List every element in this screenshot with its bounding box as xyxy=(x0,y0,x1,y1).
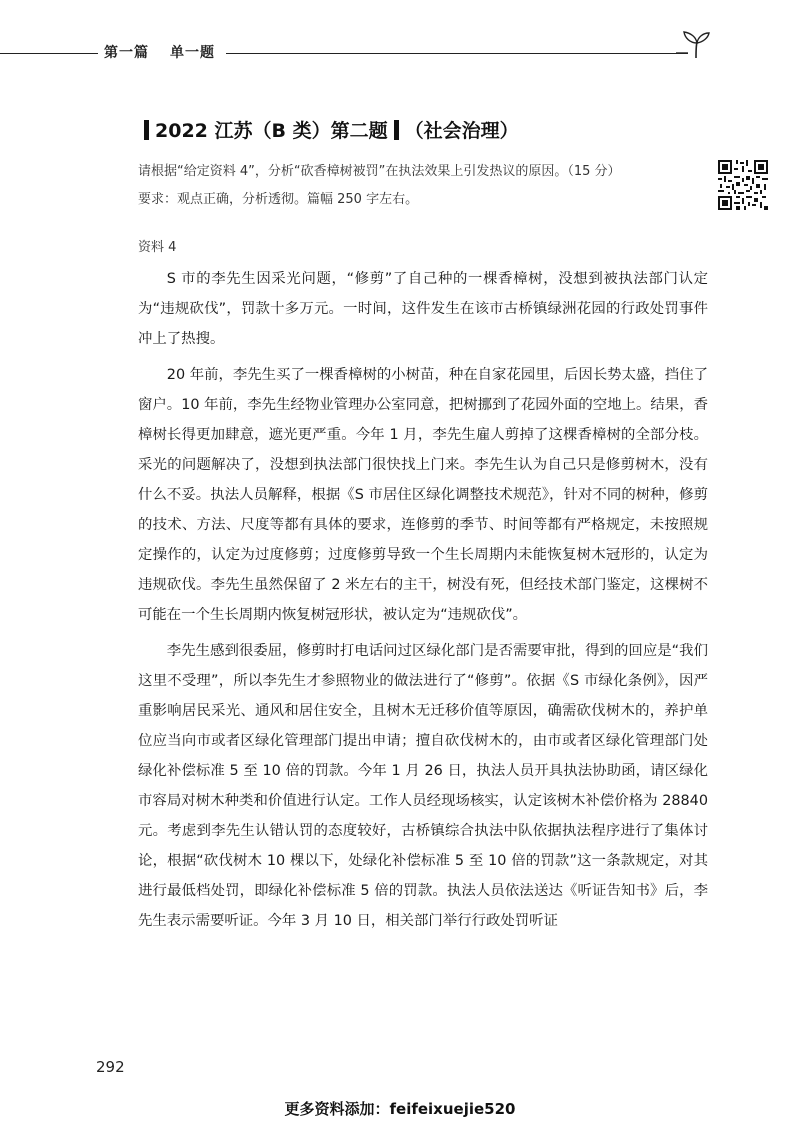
qr-code-icon[interactable] xyxy=(718,160,768,210)
section-title xyxy=(138,116,519,146)
material-label: 资料 4 xyxy=(138,240,177,255)
header-rule-right xyxy=(226,53,688,54)
title-bar-left xyxy=(144,120,149,140)
running-header xyxy=(0,38,800,68)
question-block xyxy=(138,158,708,214)
material-paragraph-1: S 市的李先生因采光问题，“修剪”了自己种的一棵香樟树，没想到被执法部门认定为“违规砍伐”，罚款十多万元。一时间，这件发生在该市古桥镇绿洲花园的行政处罚事件冲上了热搜。 xyxy=(138,271,708,347)
question-requirements: 要求：观点正确，分析透彻。篇幅 250 字左右。 xyxy=(138,192,419,207)
material-body xyxy=(138,264,708,942)
page-number: 292 xyxy=(96,1058,125,1076)
footer-contact-note: 更多资料添加：feifeixuejie520 xyxy=(284,1100,516,1118)
question-prompt: 请根据“给定资料 4”，分析“砍香樟树被罚”在执法效果上引发热议的原因。（15 分） xyxy=(138,164,621,179)
header-chapter-label: 单一题 xyxy=(170,45,215,61)
header-rule-left xyxy=(0,53,98,54)
sprout-icon xyxy=(676,30,716,60)
material-paragraph-3: 李先生感到很委屈，修剪时打电话问过区绿化部门是否需要审批，得到的回应是“我们这里不受理”，所以李先生才参照物业的做法进行了“修剪”。依据《S 市绿化条例》，因严重影响居民采光、通风和居住安全，且树木无迁移价值等原因，确需砍伐树木的，养护单位应当向市或者区绿化管理部门提出申请；擅自砍伐树木的，由市或者区绿化管理部门处绿化补偿标准 5 至 10 倍的罚款。今年 1 月 26 日，执法人员开具执法协助函，请区绿化市容局对树木种类和价值进行认定。工作人员经现场核实，认定该树木补偿价格为 28840 元。考虑到李先生认错认罚的态度较好，古桥镇综合执法中队依据执法程序进行了集体讨论，根据“砍伐树木 10 棵以下，处绿化补偿标准 5 至 10 倍的罚款”这一条款规定，对其进行最低档处罚，即绿化补偿标准 5 倍的罚款。执法人员依法送达《听证告知书》后，李先生表示需要听证。今年 3 月 10 日，相关部门举行行政处罚听证 xyxy=(138,643,708,929)
title-bar-right xyxy=(394,120,399,140)
title-tag: （社会治理） xyxy=(404,120,519,142)
material-paragraph-2: 20 年前，李先生买了一棵香樟树的小树苗，种在自家花园里，后因长势太盛，挡住了窗户。10 年前，李先生经物业管理办公室同意，把树挪到了花园外面的空地上。结果，香樟树长得更加肆意，遮光更严重。今年 1 月，李先生雇人剪掉了这棵香樟树的全部分枝。采光的问题解决了，没想到执法部门很快找上门来。李先生认为自己只是修剪树木，没有什么不妥。执法人员解释，根据《S 市居住区绿化调整技术规范》，针对不同的树种，修剪的技术、方法、尺度等都有具体的要求，连修剪的季节、时间等都有严格规定，未按照规定操作的，认定为过度修剪；过度修剪导致一个生长周期内未能恢复树木冠形的，认定为违规砍伐。李先生虽然保留了 2 米左右的主干，树没有死，但经技术部门鉴定，这棵树不可能在一个生长周期内恢复树冠形状，被认定为“违规砍伐”。 xyxy=(138,367,708,623)
title-main: 2022 江苏（B 类）第二题 xyxy=(155,120,388,142)
header-part-label: 第一篇 xyxy=(104,45,149,61)
